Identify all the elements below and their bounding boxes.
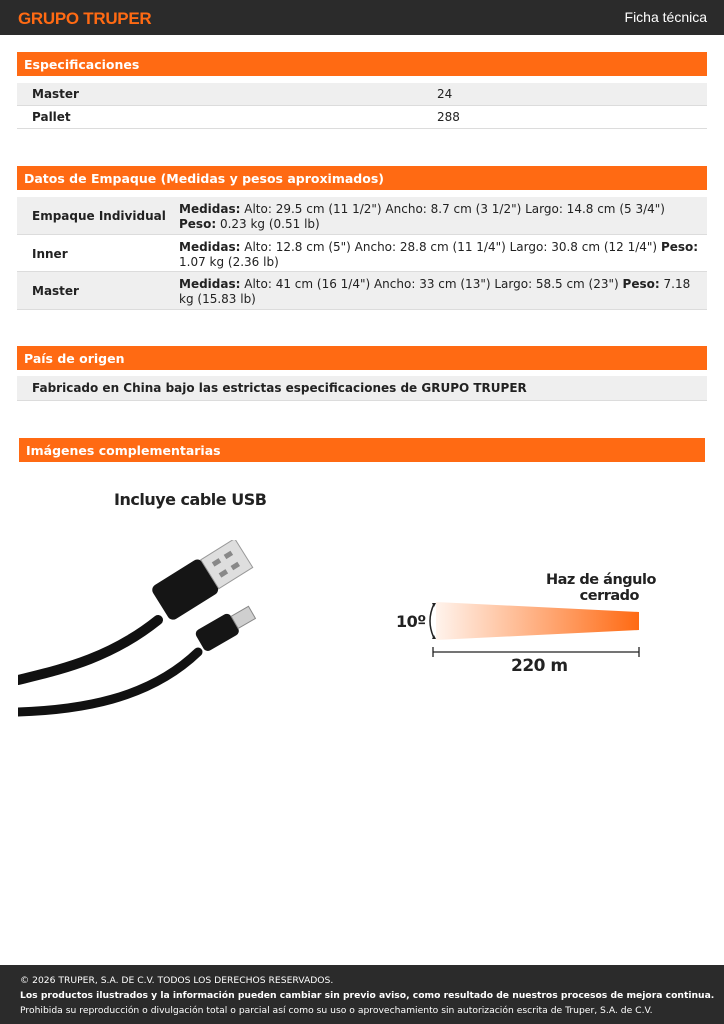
specs-key: Pallet [32, 110, 71, 124]
packaging-row [17, 197, 707, 235]
packaging-description [179, 240, 701, 270]
top-bar [0, 0, 724, 35]
beam-caption-line1: Haz de ángulo [546, 572, 656, 588]
peso-value: 7.18 kg (15.83 lb) [179, 277, 691, 306]
peso-label: Peso: [660, 240, 699, 254]
brand-logo: GRUPO TRUPER [18, 9, 152, 28]
packaging-name: Inner [32, 247, 68, 261]
origin-row [17, 376, 707, 401]
footer-copyright: © 2026 TRUPER, S.A. DE C.V. TODOS LOS DERECHOS RESERVADOS. [20, 975, 334, 986]
origin-text: Fabricado en China bajo las estrictas especificaciones de GRUPO TRUPER [32, 381, 527, 395]
origin-section-title: País de origen [17, 346, 707, 370]
medidas-label: Medidas: [179, 240, 241, 254]
beam-caption-line2: cerrado [579, 588, 639, 604]
specs-row [17, 83, 707, 106]
specs-section-title: Especificaciones [17, 52, 707, 76]
specs-key: Master [32, 87, 79, 101]
specs-row [17, 106, 707, 129]
images-section-title: Imágenes complementarias [19, 438, 705, 462]
packaging-description [179, 277, 701, 307]
medidas-value: Alto: 41 cm (16 1/4") Ancho: 33 cm (13") Largo: 58.5 cm (23") [244, 277, 619, 291]
footer-legal: Prohibida su reproducción o divulgación total o parcial así como su uso o aprovechamiento sin autorización escrita de Truper, S.A. de C.V. [20, 1005, 653, 1016]
specs-value: 24 [437, 87, 453, 101]
usb-caption: Incluye cable USB [114, 490, 267, 509]
packaging-name: Master [32, 284, 79, 298]
beam-diagram [420, 596, 645, 660]
usb-cable-image [18, 540, 288, 730]
peso-label: Peso: [622, 277, 660, 291]
packaging-section-title: Datos de Empaque (Medidas y pesos aproximados) [17, 166, 707, 190]
peso-value: 1.07 kg (2.36 lb) [179, 255, 279, 269]
medidas-label: Medidas: [179, 202, 241, 216]
packaging-row [17, 235, 707, 272]
specs-value: 288 [437, 110, 460, 124]
peso-label: Peso: [179, 217, 217, 231]
peso-value: 0.23 kg (0.51 lb) [219, 217, 320, 231]
medidas-value: Alto: 29.5 cm (11 1/2") Ancho: 8.7 cm (3 1/2") Largo: 14.8 cm (5 3/4") [244, 202, 665, 216]
footer [0, 965, 724, 1024]
medidas-label: Medidas: [179, 277, 241, 291]
medidas-value: Alto: 12.8 cm (5") Ancho: 28.8 cm (11 1/4") Largo: 30.8 cm (12 1/4") [244, 240, 658, 254]
footer-notice: Los productos ilustrados y la información pueden cambiar sin previo aviso, como resultado de nuestros procesos de mejora continua. [20, 990, 715, 1001]
beam-distance-label: 220 m [511, 656, 568, 676]
packaging-row [17, 272, 707, 310]
packaging-name: Empaque Individual [32, 209, 166, 223]
packaging-description [179, 202, 701, 232]
document-title: Ficha técnica [624, 9, 707, 25]
beam-angle-label: 10º [396, 612, 426, 631]
